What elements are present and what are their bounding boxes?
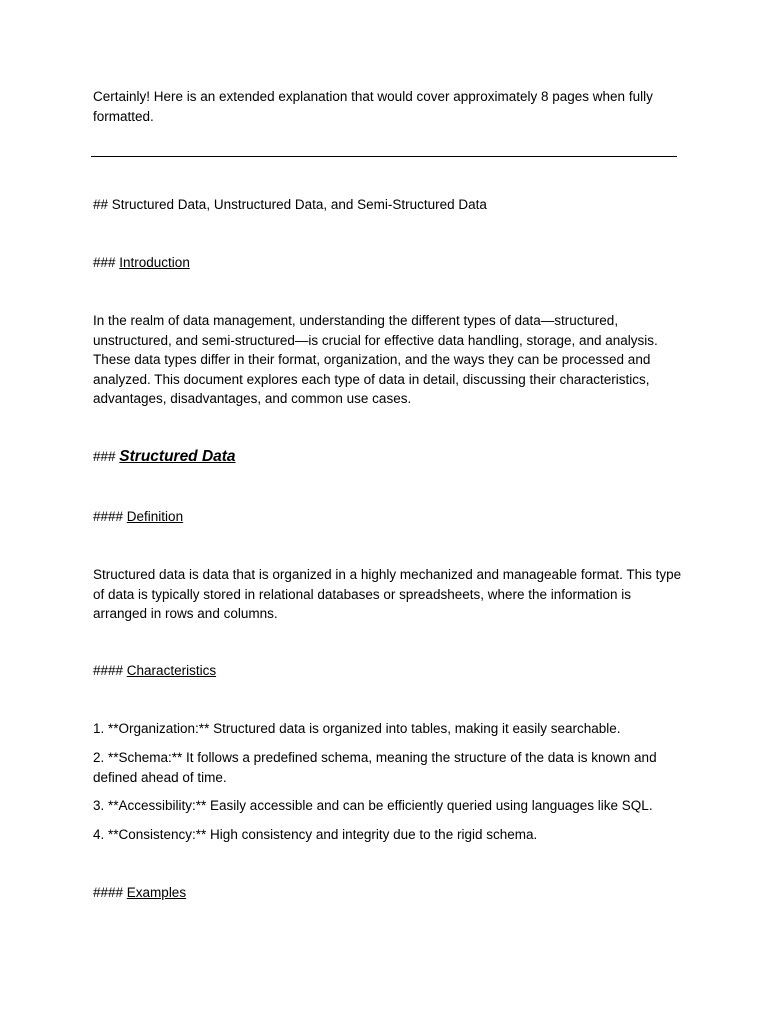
heading-title: Characteristics [126,663,217,678]
definition-heading [93,507,683,527]
characteristics-heading [93,661,683,681]
heading-title: Examples [126,885,187,900]
heading-title: Definition [126,509,184,524]
section-heading: ## Structured Data, Unstructured Data, and Semi-Structured Data [93,197,487,212]
list-item: 4. **Consistency:** High consistency and integrity due to the rigid schema. [93,827,538,842]
introduction-paragraph: In the realm of data management, understanding the different types of data—structured, unstructured, and semi-structured—is crucial for effective data handling, storage, and analysis. These data types differ in their format, organization, and the ways they can be processed and analyzed. This document explores each type of data in detail, discussing their characteristics, advantages, disadvantages, and common use cases. [93,313,658,406]
definition-paragraph: Structured data is data that is organized in a highly mechanized and manageable format. This type of data is typically stored in relational databases or spreadsheets, where the information is arranged in rows and columns. [93,567,682,621]
introduction-heading [93,253,683,273]
list-item: 3. **Accessibility:** Easily accessible and can be efficiently queried using languages like SQL. [93,798,653,813]
heading-prefix: #### [93,509,127,524]
intro-text: Certainly! Here is an extended explanation that would cover approximately 8 pages when fully formatted. [93,89,653,124]
structured-data-heading [93,447,683,467]
heading-title: Structured Data [119,448,236,465]
heading-title: Introduction [119,255,190,270]
list-item: 2. **Schema:** It follows a predefined schema, meaning the structure of the data is known and defined ahead of time. [93,750,657,785]
heading-prefix: #### [93,663,127,678]
heading-prefix: #### [93,885,127,900]
horizontal-rule [91,156,677,157]
heading-prefix: ### [93,449,120,464]
heading-prefix: ### [93,255,120,270]
examples-heading [93,883,683,903]
list-item: 1. **Organization:** Structured data is organized into tables, making it easily searchable. [93,721,621,736]
